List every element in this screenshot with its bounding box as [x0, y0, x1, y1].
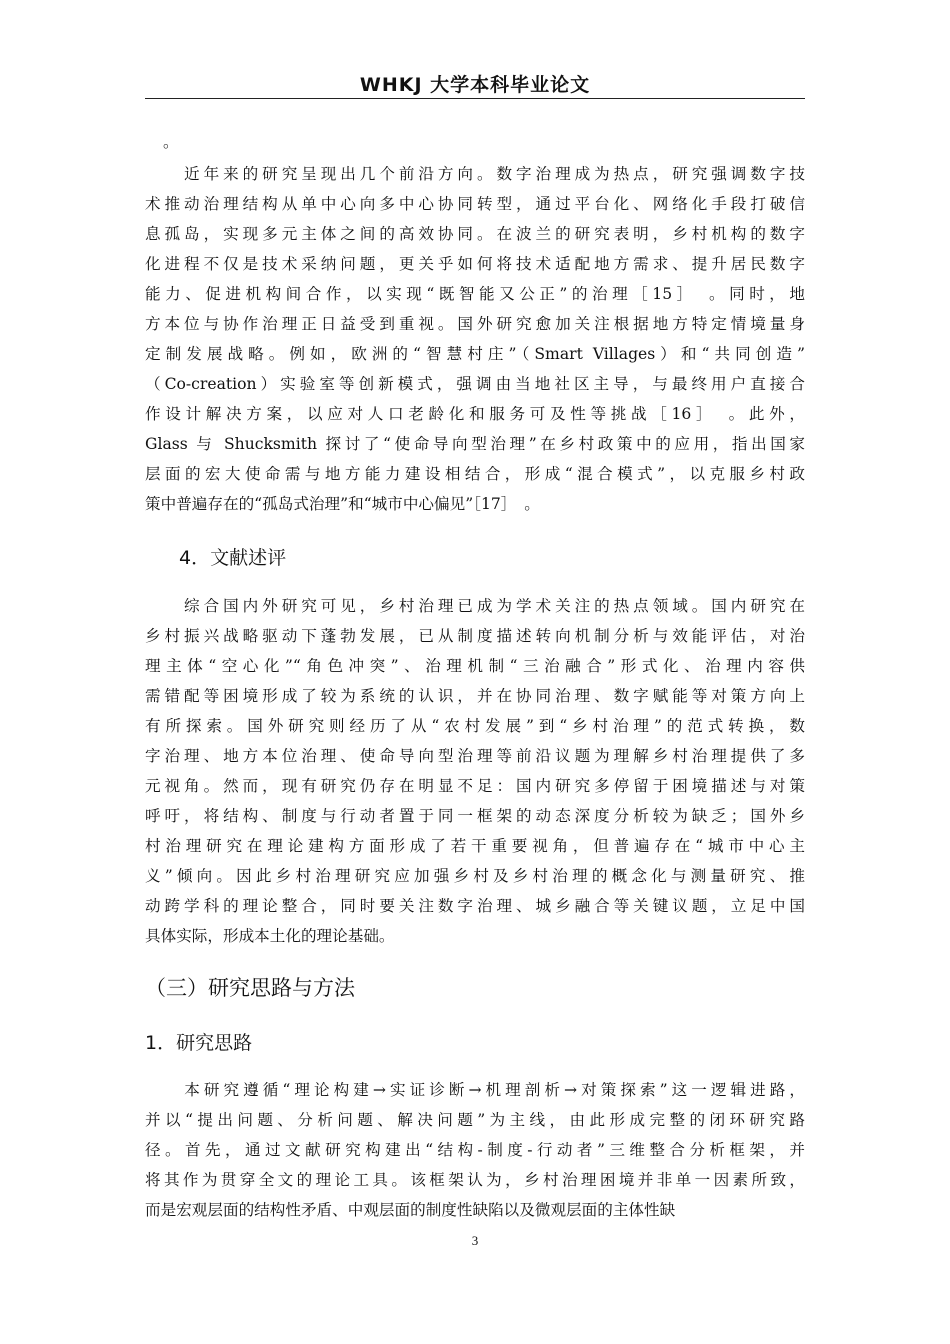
text-line: 需错配等困境形成了较为系统的认识，并在协同治理、数字赋能等对策方向上	[145, 687, 805, 705]
page-number: 3	[471, 1233, 479, 1248]
paragraph-research-idea	[145, 1075, 805, 1225]
text-line: 村治理研究在理论建构方面形成了若干重要视角，但普遍存在“城市中心主	[145, 837, 805, 855]
paragraph-frontier-directions	[145, 159, 805, 519]
text-line: 策中普遍存在的“孤岛式治理”和“城市中心偏见”［17］ 。	[145, 495, 540, 513]
text-line: 元视角。然而，现有研究仍存在明显不足：国内研究多停留于困境描述与对策	[145, 777, 805, 795]
text-line: 近年来的研究呈现出几个前沿方向。数字治理成为热点，研究强调数字技	[145, 165, 805, 183]
text-line: Glass 与 Shucksmith 探讨了“使命导向型治理”在乡村政策中的应用，指出国家	[145, 435, 805, 453]
heading-research-idea: 1．研究思路	[145, 1032, 253, 1054]
text-line: 作设计解决方案，以应对人口老龄化和服务可及性等挑战［16］ 。此外，	[145, 405, 805, 423]
text-line: 径。首先，通过文献研究构建出“结构-制度-行动者”三维整合分析框架，并	[145, 1141, 805, 1159]
text-line: 能力、促进机构间合作，以实现“既智能又公正”的治理［15］ 。同时，地	[145, 285, 805, 303]
top-fragment	[145, 127, 805, 157]
text-line: 方本位与协作治理正日益受到重视。国外研究愈加关注根据地方特定情境量身	[145, 315, 805, 333]
text-line: （Co-creation）实验室等创新模式，强调由当地社区主导，与最终用户直接合	[145, 375, 805, 393]
text-line: 本研究遵循“理论构建→实证诊断→机理剖析→对策探索”这一逻辑进路，	[145, 1081, 805, 1099]
text-line: 有所探索。国外研究则经历了从“农村发展”到“乡村治理”的范式转换，数	[145, 717, 805, 735]
text-line: 并以“提出问题、分析问题、解决问题”为主线，由此形成完整的闭环研究路	[145, 1111, 805, 1129]
text-line: 理主体“空心化”“角色冲突”、治理机制“三治融合”形式化、治理内容供	[145, 657, 805, 675]
text-line: 动跨学科的理论整合，同时要关注数字治理、城乡融合等关键议题，立足中国	[145, 897, 805, 915]
text-line: 综合国内外研究可见，乡村治理已成为学术关注的热点领域。国内研究在	[145, 597, 805, 615]
text-line: 字治理、地方本位治理、使命导向型治理等前沿议题为理解乡村治理提供了多	[145, 747, 805, 765]
text-line: 定制发展战略。例如，欧洲的“智慧村庄”（Smart Villages）和“共同创造”	[145, 345, 805, 363]
text-line: 而是宏观层面的结构性矛盾、中观层面的制度性缺陷以及微观层面的主体性缺	[145, 1201, 676, 1219]
text-line: 层面的宏大使命需与地方能力建设相结合，形成“混合模式”，以克服乡村政	[145, 465, 805, 483]
text-line: 具体实际，形成本土化的理论基础。	[145, 927, 395, 945]
text-line: 术推动治理结构从单中心向多中心协同转型，通过平台化、网络化手段打破信	[145, 195, 805, 213]
heading-literature-review: 4．文献述评	[179, 547, 287, 569]
text-line: 呼吁，将结构、制度与行动者置于同一框架的动态深度分析较为缺乏；国外乡	[145, 807, 805, 825]
text-line: 将其作为贯穿全文的理论工具。该框架认为，乡村治理困境并非单一因素所致，	[145, 1171, 805, 1189]
text-line: 化进程不仅是技术采纳问题，更关乎如何将技术适配地方需求、提升居民数字	[145, 255, 805, 273]
running-header: WHKJ 大学本科毕业论文	[359, 74, 591, 96]
text-line: 息孤岛，实现多元主体之间的高效协同。在波兰的研究表明，乡村机构的数字	[145, 225, 805, 243]
text-line: 乡村振兴战略驱动下蓬勃发展，已从制度描述转向机制分析与效能评估，对治	[145, 627, 805, 645]
text-line: 义”倾向。因此乡村治理研究应加强乡村及乡村治理的概念化与测量研究、推	[145, 867, 805, 885]
paragraph-literature-review	[145, 591, 805, 951]
text-line: 。	[163, 133, 179, 151]
heading-section-research-approach: （三）研究思路与方法	[145, 976, 355, 1000]
header-rule	[145, 98, 805, 99]
